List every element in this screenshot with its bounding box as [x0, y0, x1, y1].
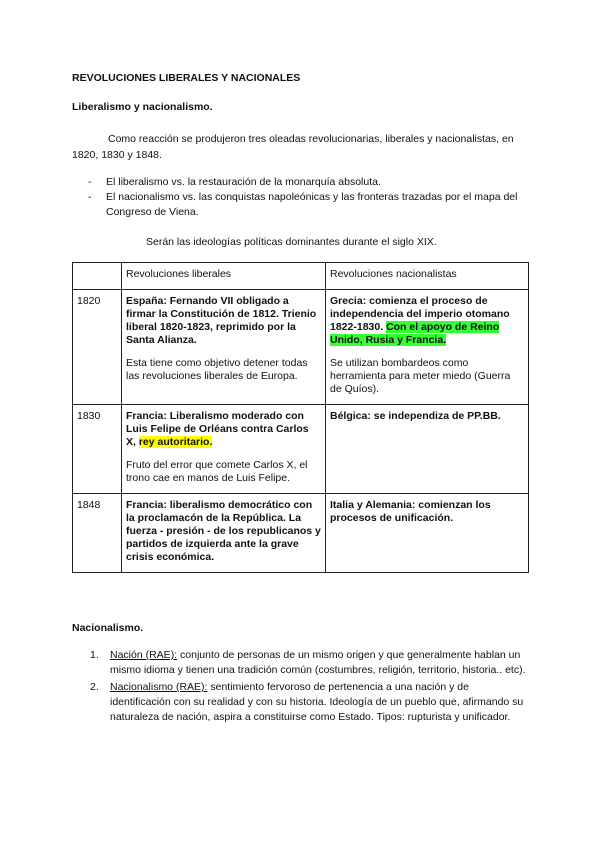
national-note: Se utilizan bombardeos como herramienta para meter miedo (Guerra de Quíos).	[330, 357, 511, 395]
list-number: 2.	[90, 681, 99, 693]
bullet-list	[88, 175, 528, 220]
header-cell-empty	[73, 263, 122, 290]
liberal-event: España: Fernando VII obligado a firmar la Constitución de 1812. Trienio liberal 1820-1823, reprimido por la Santa Alianza.	[126, 295, 317, 346]
revolutions-table	[72, 262, 529, 573]
liberal-event: Francia: Liberalismo moderado con Luis Felipe de Orléans contra Carlos X,	[126, 410, 309, 448]
header-cell-national: Revoluciones nacionalistas	[326, 263, 529, 290]
table-row	[73, 494, 529, 573]
year-cell: 1830	[73, 405, 122, 494]
liberal-highlight: rey autoritario.	[138, 436, 213, 448]
section-heading-nationalism: Nacionalismo.	[72, 622, 144, 634]
liberal-cell	[122, 405, 326, 494]
liberal-note: Esta tiene como objetivo detener todas las revoluciones liberales de Europa.	[126, 357, 308, 382]
liberal-event: Francia: liberalismo democrático con la proclamacón de la República. La fuerza - presión - de los republicanos y partidos de izquierda ante la grave crisis económica.	[126, 499, 321, 563]
bullet-item: - El nacionalismo vs. las conquistas napoleónicas y las fronteras trazadas por el mapa del Congreso de Viena.	[88, 190, 528, 220]
list-item	[90, 680, 530, 725]
definition-text: conjunto de personas de un mismo origen y que generalmente hablan un mismo idioma y tienen una tradición común (costumbres, religión, territorio, historia.. etc).	[110, 649, 526, 676]
list-number: 1.	[90, 649, 99, 661]
document-title: REVOLUCIONES LIBERALES Y NACIONALES	[72, 72, 301, 84]
national-event: Italia y Alemania: comienzan los procesos de unificación.	[330, 499, 491, 524]
year-cell: 1848	[73, 494, 122, 573]
year-cell: 1820	[73, 290, 122, 405]
national-cell	[326, 494, 529, 573]
definition-text: sentimiento fervoroso de pertenencia a una nación y de identificación con su realidad y con su historia. Ideología de un pueblo que, afirmando su naturaleza de nación, aspira a constituirse como Estado. Tipos: rupturista y unificador.	[110, 681, 524, 723]
header-cell-liberal: Revoluciones liberales	[122, 263, 326, 290]
liberal-cell	[122, 494, 326, 573]
national-cell	[326, 405, 529, 494]
liberal-note: Fruto del error que comete Carlos X, el trono cae en manos de Luis Felipe.	[126, 459, 308, 484]
national-highlight: Con el apoyo de Reino Unido, Rusia y Francia.	[330, 321, 500, 346]
definition-term: Nación (RAE):	[110, 649, 178, 661]
liberal-cell	[122, 290, 326, 405]
list-item	[90, 648, 530, 678]
table-header-row	[73, 263, 529, 290]
ideologies-note: Serán las ideologías políticas dominantes durante el siglo XIX.	[146, 236, 437, 248]
national-event: Bélgica: se independiza de PP.BB.	[330, 410, 501, 422]
section-heading-liberalism: Liberalismo y nacionalismo.	[72, 101, 213, 113]
national-event: Grecia: comienza el proceso de independencia del imperio otomano 1822-1830.	[330, 295, 510, 333]
definition-term: Nacionalismo (RAE):	[110, 681, 208, 693]
national-cell	[326, 290, 529, 405]
definition-list	[90, 648, 530, 727]
bullet-item: - El liberalismo vs. la restauración de la monarquía absoluta.	[88, 175, 528, 190]
table-row	[73, 290, 529, 405]
intro-paragraph: Como reacción se produjeron tres oleadas revolucionarias, liberales y nacionalistas, en 1820, 1830 y 1848.	[72, 133, 514, 161]
table-row	[73, 405, 529, 494]
